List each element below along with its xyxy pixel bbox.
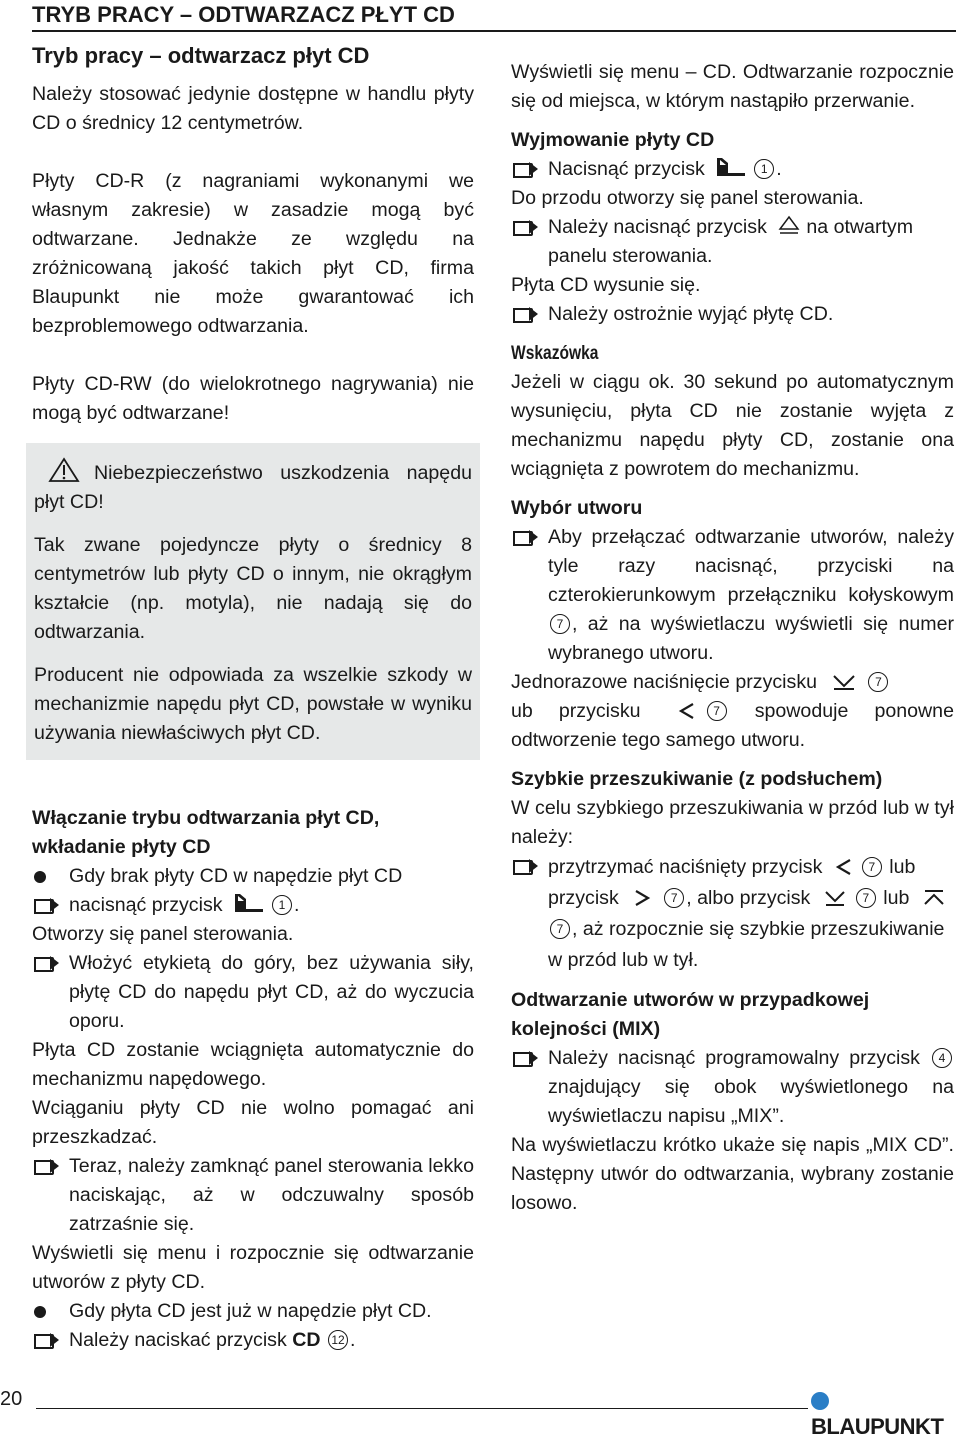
list-item: nacisnąć przycisk 1 . (32, 891, 474, 920)
bullet-icon (32, 1297, 62, 1326)
action-arrow-icon (32, 949, 62, 978)
action-arrow-icon (511, 523, 541, 552)
header-title: TRYB PRACY – ODTWARZACZ PŁYT CD (32, 2, 455, 27)
list-item: Gdy brak płyty CD w napędzie płyt CD (32, 862, 474, 891)
warning-paragraph: Producent nie odpowiada za wszelkie szkody w mechanizmie napędu płyt CD, powstałe w wyniku używania niewłaściwych płyt CD. (34, 664, 472, 744)
down-arrow-key-icon (826, 672, 862, 692)
paragraph: Płyta CD wysunie się. (511, 274, 701, 296)
paragraph: Płyty CD-RW (do wielokrotnego nagrywania) nie mogą być odtwarzane! (32, 373, 474, 424)
action-arrow-icon (511, 155, 541, 184)
left-arrow-key-icon (671, 701, 701, 721)
button-number: 7 (550, 614, 570, 634)
button-number: 7 (868, 672, 888, 692)
paragraph: Wyświetli się menu i rozpocznie się odtwarzanie utworów z płyty CD. (32, 1242, 474, 1293)
paragraph: Wciąganiu płyty CD nie wolno pomagać ani przeszkadzać. (32, 1097, 474, 1148)
down-arrow-key-icon (820, 888, 850, 908)
left-arrow-key-icon (832, 857, 856, 877)
right-column (511, 58, 954, 1218)
action-arrow-icon (511, 213, 541, 242)
section-title: Wybór utworu (511, 497, 643, 519)
list-item: Należy naciskać przycisk CD 12 . (32, 1326, 474, 1355)
action-arrow-icon (32, 1152, 62, 1181)
paragraph: W celu szybkiego przeszukiwania w przód lub w tył należy: (511, 797, 954, 848)
button-number: 7 (862, 857, 882, 877)
footer-divider (36, 1408, 808, 1409)
paragraph: Wyświetli się menu – CD. Odtwarzanie rozpocznie się od miejsca, w którym nastąpiło przerwanie. (511, 61, 954, 112)
list-item: Włożyć etykietą do góry, bez używania siły, płytę CD do napędu płyt CD, aż do wyczucia oporu. (32, 949, 474, 1036)
button-number: 7 (550, 919, 570, 939)
list-item: Należy nacisnąć programowalny przycisk 4 znajdujący się obok wyświetlonego na wyświetlaczu napisu „MIX”. (511, 1044, 954, 1131)
paragraph: ub przycisku 7 spowoduje ponowne odtworzenie tego samego utworu. (511, 700, 954, 751)
list-item: Aby przełączać odtwarzanie utworów, należy tyle razy nacisnąć, przyciski na czterokierunkowym przełączniku kołyskowym 7 , aż na wyświetlaczu wyświetli się numer wybranego utworu. (511, 523, 954, 668)
button-number: 7 (856, 888, 876, 908)
eject-button-icon (232, 891, 266, 915)
eject-triangle-icon (776, 215, 802, 237)
section-title: Wyjmowanie płyty CD (511, 129, 715, 151)
button-number: 4 (932, 1048, 952, 1068)
section-title: Szybkie przeszukiwanie (z podsłuchem) (511, 768, 883, 790)
warning-box (26, 443, 480, 760)
list-item: Należy nacisnąć przycisk na otwartym panelu sterowania. (511, 213, 954, 271)
action-arrow-icon (511, 1044, 541, 1073)
list-item: przytrzymać naciśnięty przycisk 7 lub przycisk 7 , albo przycisk 7 lub 7 , aż rozpocznie się szybkie przeszukiwanie w przód lub w tył. (511, 852, 954, 976)
brand-logo: BLAUPUNKT (811, 1388, 960, 1440)
section-heading: Tryb pracy – odtwarzacz płyt CD (32, 43, 370, 68)
paragraph: Do przodu otworzy się panel sterowania. (511, 187, 864, 209)
warning-title: Niebezpieczeństwo uszkodzenia napędu płyt CD! (34, 457, 472, 517)
page-number: 20 (0, 1388, 23, 1410)
action-arrow-icon (32, 1326, 62, 1355)
hint-title: Wskazówka (511, 343, 599, 364)
section-title: Odtwarzanie utworów w przypadkowej kolejności (MIX) (511, 989, 870, 1040)
right-arrow-key-icon (628, 888, 658, 908)
bullet-icon (32, 862, 62, 891)
paragraph: Płyta CD zostanie wciągnięta automatycznie do mechanizmu napędowego. (32, 1039, 474, 1090)
action-arrow-icon (32, 891, 62, 920)
button-number: 7 (664, 888, 684, 908)
brand-dot-icon (811, 1392, 829, 1410)
hint-text: Jeżeli w ciągu ok. 30 sekund po automatycznym wysunięciu, płyta CD nie zostanie wyjęta z mechanizmu napędu płyty CD, zostanie ona wciągnięta z powrotem do mechanizmu. (511, 371, 954, 480)
paragraph: Otworzy się panel sterowania. (32, 923, 294, 945)
paragraph: Jednorazowe naciśnięcie przycisku 7 (511, 668, 954, 697)
cd-key-label: CD (292, 1329, 321, 1351)
list-item: Gdy płyta CD jest już w napędzie płyt CD. (32, 1297, 474, 1326)
button-number: 1 (754, 159, 774, 179)
up-arrow-key-icon (919, 888, 949, 908)
paragraph: Należy stosować jedynie dostępne w handlu płyty CD o średnicy 12 centymetrów. (32, 83, 474, 134)
list-item: Teraz, należy zamknąć panel sterowania lekko naciskając, aż w odczuwalny sposób zatrzaśnie się. (32, 1152, 474, 1239)
button-number: 12 (328, 1330, 348, 1350)
button-number: 1 (272, 895, 292, 915)
paragraph: Na wyświetlaczu krótko ukaże się napis „MIX CD”. Następny utwór do odtwarzania, wybrany zostanie losowo. (511, 1134, 954, 1214)
list-item: Należy ostrożnie wyjąć płytę CD. (511, 300, 954, 329)
action-arrow-icon (511, 852, 541, 881)
paragraph: Płyty CD-R (z nagraniami wykonanymi we własnym zakresie) w zasadzie mogą być odtwarzane. Jednakże ze względu na zróżnicowaną jakość takich płyt CD, firma Blaupunkt nie może gwarantować ich bezproblemowego odtwarzania. (32, 170, 474, 337)
warning-paragraph: Tak zwane pojedyncze płyty o średnicy 8 centymetrów lub płyty CD o innym, nie okrągłym kształcie (np. motyla), nie nadają się do odtwarzania. (34, 534, 472, 643)
page-header (32, 2, 956, 32)
action-arrow-icon (511, 300, 541, 329)
left-column (32, 40, 474, 1355)
warning-triangle-icon (38, 457, 90, 483)
button-number: 7 (707, 701, 727, 721)
section-title: Włączanie trybu odtwarzania płyt CD, wkładanie płyty CD (32, 807, 380, 858)
list-item: Nacisnąć przycisk 1 . (511, 155, 954, 184)
eject-button-icon (714, 155, 748, 179)
